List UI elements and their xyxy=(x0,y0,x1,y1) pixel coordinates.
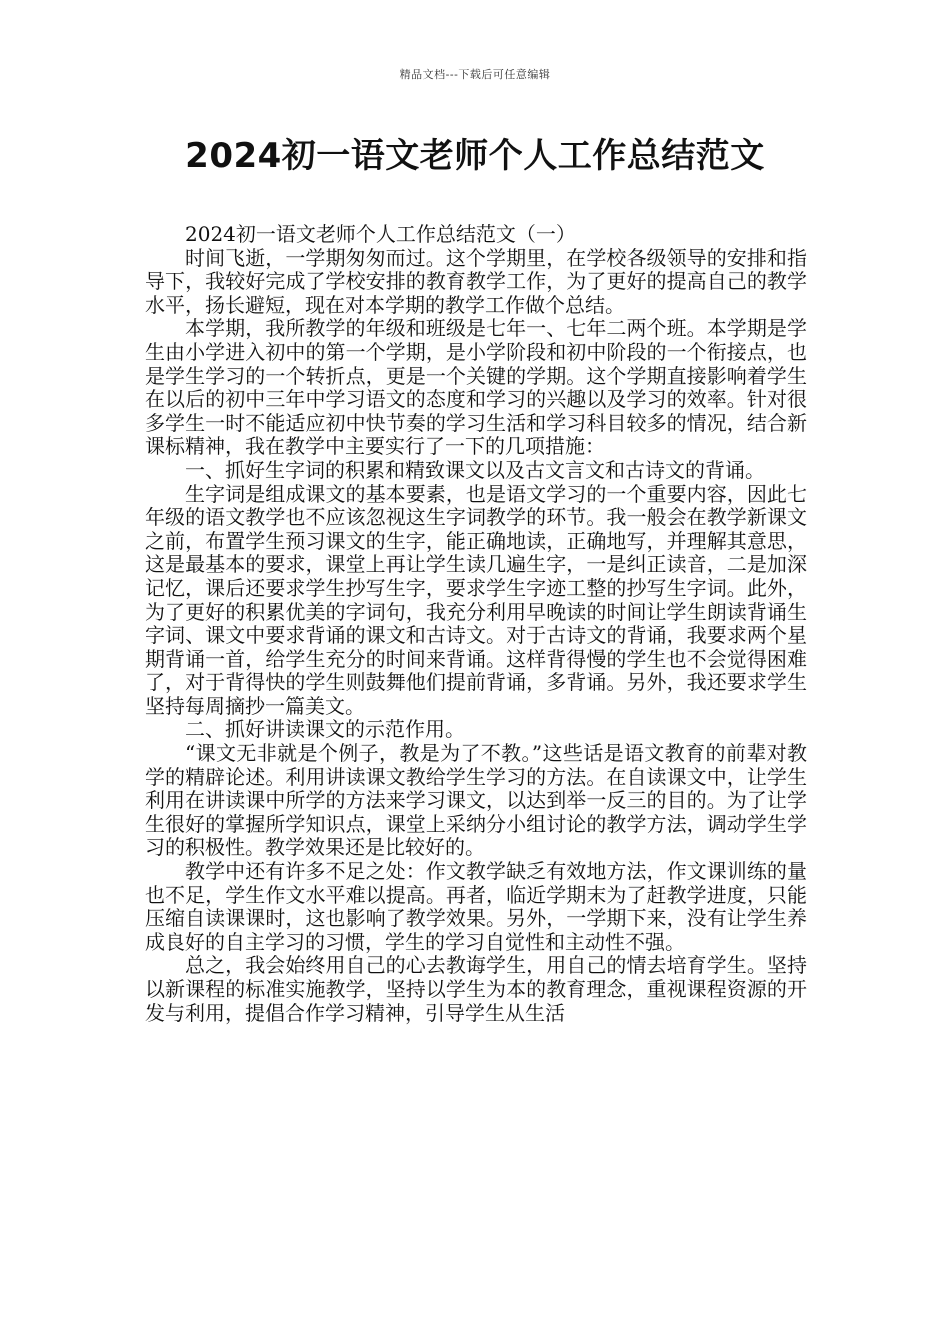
section-heading: 一、抓好生字词的积累和精致课文以及古文言文和古诗文的背诵。 xyxy=(185,457,765,482)
body-paragraph: 教学中还有许多不足之处：作文教学缺乏有效地方法，作文课训练的量也不足，学生作文水平难以提高。再者，临近学期末为了赶教学进度，只能压缩自读课课时，这也影响了教学效果。另外，一学期下来，没有让学生养成良好的自主学习的习惯，学生的学习自觉性和主动性不强。 xyxy=(145,859,807,954)
body-paragraph: 本学期，我所教学的年级和班级是七年一、七年二两个班。本学期是学生由小学进入初中的第一个学期，是小学阶段和初中阶段的一个衔接点，也是学生学习的一个转折点，更是一个关键的学期。这个学期直接影响着学生在以后的初中三年中学习语文的态度和学习的兴趣以及学习的效率。针对很多学生一时不能适应初中快节奏的学习生活和学习科目较多的情况，结合新课标精神，我在教学中主要实行了一下的几项措施： xyxy=(145,316,807,459)
header-note: 精品文档---下载后可任意编辑 xyxy=(399,68,551,81)
section-heading: 二、抓好讲读课文的示范作用。 xyxy=(185,717,465,742)
body-paragraph: 生字词是组成课文的基本要素，也是语文学习的一个重要内容，因此七年级的语文教学也不应该忽视这生字词教学的环节。我一般会在教学新课文之前，布置学生预习课文的生字，能正确地读，正确地写，并理解其意思，这是最基本的要求，课堂上再让学生读几遍生字，一是纠正读音，二是加深记忆，课后还要求学生抄写生字，要求学生字迹工整的抄写生字词。此外，为了更好的积累优美的字词句，我充分利用早晚读的时间让学生朗读背诵生字词、课文中要求背诵的课文和古诗文。对于古诗文的背诵，我要求两个星期背诵一首，给学生充分的时间来背诵。这样背得慢的学生也不会觉得困难了，对于背得快的学生则鼓舞他们提前背诵，多背诵。另外，我还要求学生坚持每周摘抄一篇美文。 xyxy=(145,481,807,718)
body-paragraph: “课文无非就是个例子，教是为了不教。”这些话是语文教育的前辈对教学的精辟论述。利用讲读课文教给学生学习的方法。在自读课文中，让学生利用在讲读课中所学的方法来学习课文，以达到举一反三的目的。为了让学生很好的掌握所学知识点，课堂上采纳分小组讨论的教学方法，调动学生学习的积极性。教学效果还是比较好的。 xyxy=(145,741,807,860)
body-paragraph: 总之，我会始终用自己的心去教诲学生，用自己的情去培育学生。坚持以新课程的标准实施教学，坚持以学生为本的教育理念，重视课程资源的开发与利用，提倡合作学习精神，引导学生从生活 xyxy=(145,953,807,1025)
body-paragraph: 时间飞逝，一学期匆匆而过。这个学期里，在学校各级领导的安排和指导下，我较好完成了学校安排的教育教学工作，为了更好的提高自己的教学水平，扬长避短，现在对本学期的教学工作做个总结。 xyxy=(145,245,807,317)
document-title: 2024初一语文老师个人工作总结范文 xyxy=(185,136,765,176)
subtitle-paragraph: 2024初一语文老师个人工作总结范文（一） xyxy=(185,222,576,246)
document-body xyxy=(145,223,807,1025)
